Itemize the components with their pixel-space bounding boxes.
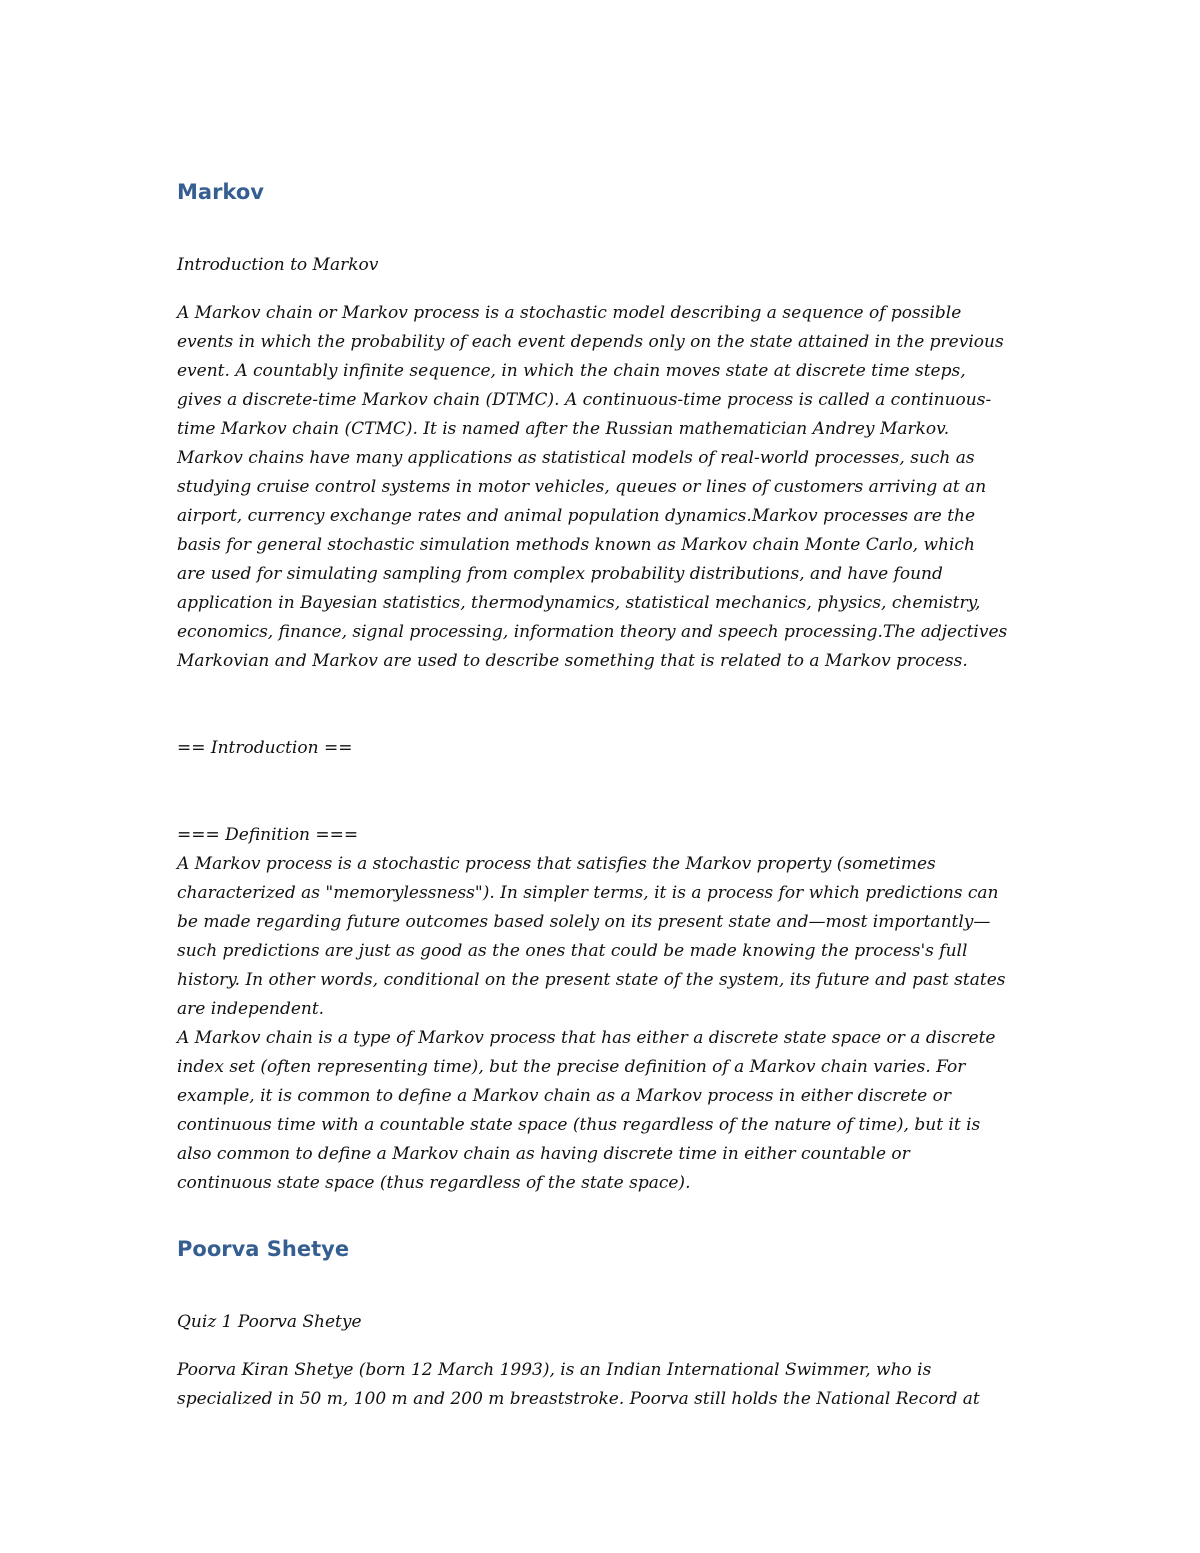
paragraph-line: such predictions are just as good as the ones that could be made knowing the process's full <box>177 941 968 961</box>
document-page <box>177 0 1027 1553</box>
section-subtitle-markov: Introduction to Markov <box>177 255 379 275</box>
paragraph-line: A Markov process is a stochastic process that satisfies the Markov property (sometimes <box>177 854 936 874</box>
paragraph-line: also common to define a Markov chain as having discrete time in either countable or <box>177 1144 910 1164</box>
section-heading-poorva-shetye: Poorva Shetye <box>177 1237 350 1261</box>
paragraph-line: time Markov chain (CTMC). It is named after the Russian mathematician Andrey Markov. <box>177 419 950 439</box>
paragraph-line: specialized in 50 m, 100 m and 200 m breaststroke. Poorva still holds the National Record at <box>177 1389 980 1409</box>
paragraph-line: application in Bayesian statistics, thermodynamics, statistical mechanics, physics, chemistry, <box>177 593 981 613</box>
paragraph-line: characterized as "memorylessness"). In simpler terms, it is a process for which predictions can <box>177 883 999 903</box>
paragraph-line: basis for general stochastic simulation methods known as Markov chain Monte Carlo, which <box>177 535 975 555</box>
section-subtitle-poorva-shetye: Quiz 1 Poorva Shetye <box>177 1312 362 1332</box>
paragraph-line: A Markov chain or Markov process is a stochastic model describing a sequence of possible <box>177 303 962 323</box>
paragraph-line: studying cruise control systems in motor vehicles, queues or lines of customers arriving at an <box>177 477 987 497</box>
paragraph-line: airport, currency exchange rates and animal population dynamics.Markov processes are the <box>177 506 976 526</box>
paragraph-line: A Markov chain is a type of Markov process that has either a discrete state space or a discrete <box>177 1028 996 1048</box>
paragraph-line: are independent. <box>177 999 325 1019</box>
paragraph-line: be made regarding future outcomes based solely on its present state and—most importantly— <box>177 912 991 932</box>
paragraph-line: Markov chains have many applications as statistical models of real-world processes, such as <box>177 448 975 468</box>
wiki-heading-introduction: == Introduction == <box>177 738 353 758</box>
paragraph-line: history. In other words, conditional on the present state of the system, its future and past states <box>177 970 1006 990</box>
paragraph-line: example, it is common to define a Markov chain as a Markov process in either discrete or <box>177 1086 951 1106</box>
paragraph-line: continuous time with a countable state space (thus regardless of the nature of time), but it is <box>177 1115 981 1135</box>
paragraph-line: Poorva Kiran Shetye (born 12 March 1993), is an Indian International Swimmer, who is <box>177 1360 932 1380</box>
paragraph-line: event. A countably infinite sequence, in which the chain moves state at discrete time steps, <box>177 361 966 381</box>
section-heading-markov: Markov <box>177 180 264 204</box>
paragraph-line: events in which the probability of each event depends only on the state attained in the previous <box>177 332 1004 352</box>
paragraph-line: economics, finance, signal processing, information theory and speech processing.The adjectives <box>177 622 1008 642</box>
paragraph-line: continuous state space (thus regardless of the state space). <box>177 1173 691 1193</box>
paragraph-line: gives a discrete-time Markov chain (DTMC). A continuous-time process is called a continuous- <box>177 390 992 410</box>
paragraph-line: are used for simulating sampling from complex probability distributions, and have found <box>177 564 943 584</box>
paragraph-line: index set (often representing time), but the precise definition of a Markov chain varies. For <box>177 1057 966 1077</box>
paragraph-line: Markovian and Markov are used to describe something that is related to a Markov process. <box>177 651 968 671</box>
wiki-heading-definition: === Definition === <box>177 825 359 845</box>
